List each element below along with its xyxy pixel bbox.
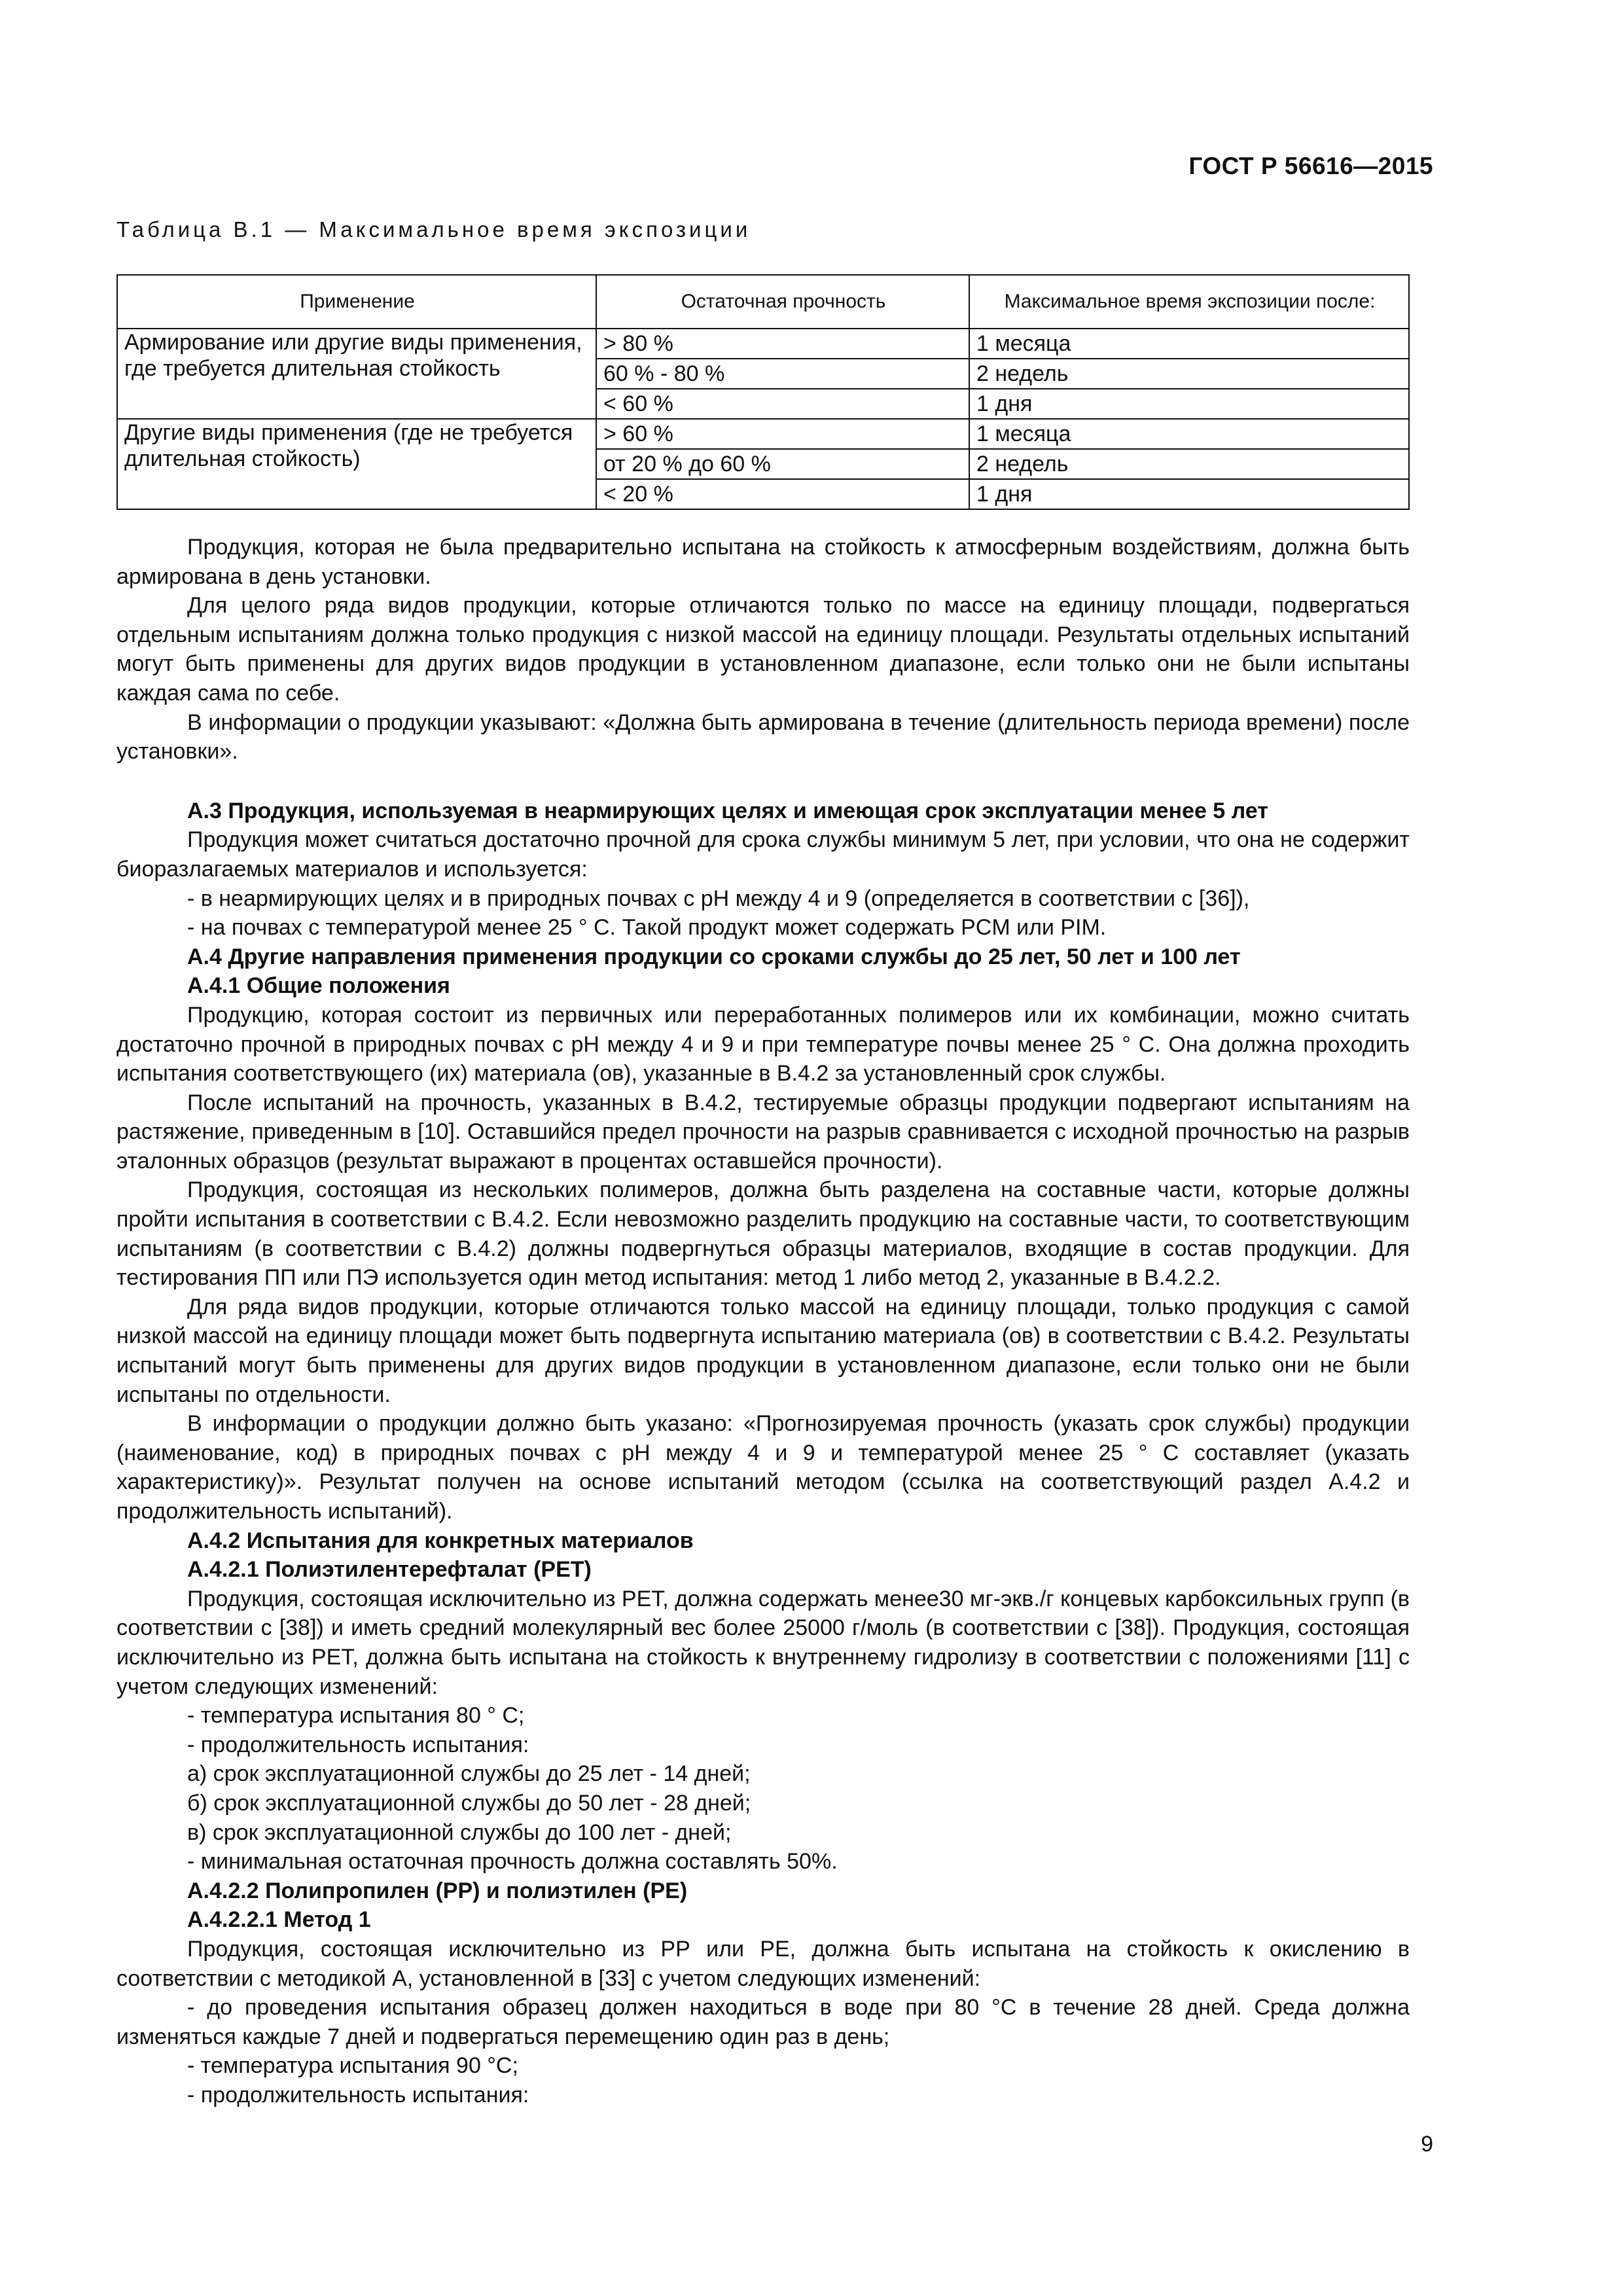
subsection-heading: А.4.2.2 Полипропилен (РР) и полиэтилен (РЕ) xyxy=(187,1878,688,1903)
list-item: - температура испытания 90 °С; xyxy=(187,2053,518,2079)
strength-cell: > 80 % xyxy=(596,329,969,359)
list-item: - температура испытания 80 ° С; xyxy=(187,1703,525,1729)
strength-cell: < 20 % xyxy=(596,479,969,509)
strength-cell: от 20 % до 60 % xyxy=(596,449,969,479)
paragraph: Продукция, состоящая исключительно из РЕТ, должна содержать менее30 мг-экв./г концевых карбоксильных групп (в соответствии с [38]) и иметь средний молекулярный вес более 25000 г/моль (в соответствии с [38]). Продукция, состоящая исключительно из РЕТ, должна быть испытана на стойкость к внутреннему гидролизу в соответствии с положениями [11] с учетом следующих изменений: xyxy=(116,1586,1410,1699)
header-max-exposure: Максимальное время экспозиции после: xyxy=(969,275,1409,329)
list-item: - до проведения испытания образец должен находиться в воде при 80 °С в течение 28 дней. Среда должна изменяться каждые 7 дней и подвергаться перемещению один раз в день; xyxy=(116,1995,1410,2049)
time-cell: 2 недель xyxy=(969,449,1409,479)
time-cell: 1 дня xyxy=(969,479,1409,509)
paragraph: Продукция, состоящая из нескольких полимеров, должна быть разделена на составные части, которые должны пройти испытания в соответствии с В.4.2. Если невозможно разделить продукцию на составные части, то соответствующим испытаниям (в соответствии с В.4.2) должны подвергнуться образцы материалов, входящие в состав продукции. Для тестирования ПП или ПЭ используется один метод испытания: метод 1 либо метод 2, указанные в В.4.2.2. xyxy=(116,1177,1410,1291)
document-header: ГОСТ Р 56616—2015 xyxy=(1188,152,1433,179)
list-item: - продолжительность испытания: xyxy=(187,2082,529,2108)
time-cell: 1 месяца xyxy=(969,419,1409,449)
table-row xyxy=(117,329,1409,359)
paragraph: В информации о продукции указывают: «Должна быть армирована в течение (длительность периода времени) после установки». xyxy=(116,709,1410,764)
list-item: б) срок эксплуатационной службы до 50 лет - 28 дней; xyxy=(187,1790,751,1816)
table-header-row xyxy=(117,275,1409,329)
section-heading: А.3 Продукция, используемая в неармирующих целях и имеющая срок эксплуатации менее 5 лет xyxy=(187,798,1268,823)
list-item: - минимальная остаточная прочность должна составлять 50%. xyxy=(187,1849,838,1874)
header-residual-strength: Остаточная прочность xyxy=(596,275,969,329)
strength-cell: < 60 % xyxy=(596,389,969,419)
page-number: 9 xyxy=(1421,2132,1433,2157)
section-heading: А.4 Другие направления применения продукции со сроками службы до 25 лет, 50 лет и 100 лет xyxy=(187,944,1241,969)
subsection-heading: А.4.2.1 Полиэтилентерефталат (РЕТ) xyxy=(187,1557,592,1583)
subsection-heading: А.4.2.2.1 Метод 1 xyxy=(187,1907,371,1933)
paragraph: Продукцию, которая состоит из первичных или переработанных полимеров или их комбинации, можно считать достаточно прочной в природных почвах с pH между 4 и 9 и при температуре почвы менее 25 ° С. Она должна проходить испытания соответствующего (их) материала (ов), указанные в В.4.2 за установленный срок службы. xyxy=(116,1002,1410,1086)
paragraph: Продукция, состоящая исключительно из РР или РЕ, должна быть испытана на стойкость к окислению в соответствии с методикой А, установленной в [33] с учетом следующих изменений: xyxy=(116,1936,1410,1991)
list-item: - продолжительность испытания: xyxy=(187,1732,529,1757)
list-item: - в неармирующих целях и в природных почвах с pH между 4 и 9 (определяется в соответствии с [36]), xyxy=(187,886,1250,911)
table-row xyxy=(117,419,1409,449)
list-item: а) срок эксплуатационной службы до 25 лет - 14 дней; xyxy=(187,1761,751,1787)
list-item: в) срок эксплуатационной службы до 100 лет - дней; xyxy=(187,1820,732,1845)
paragraph: После испытаний на прочность, указанных в В.4.2, тестируемые образцы продукции подвергают испытаниям на растяжение, приведенным в [10]. Оставшийся предел прочности на разрыв сравнивается с исходной прочностью на разрыв эталонных образцов (результат выражают в процентах оставшейся прочности). xyxy=(116,1090,1410,1174)
body-text xyxy=(116,533,1410,2109)
strength-cell: > 60 % xyxy=(596,419,969,449)
paragraph: В информации о продукции должно быть указано: «Прогнозируемая прочность (указать срок службы) продукции (наименование, код) в природных почвах с pH между 4 и 9 и температурой менее 25 ° С составляет (указать характеристику)». Результат получен на основе испытаний методом (ссылка на соответствующий раздел А.4.2 и продолжительность испытаний). xyxy=(116,1411,1410,1524)
exposure-table xyxy=(116,274,1410,510)
strength-cell: 60 % - 80 % xyxy=(596,359,969,389)
subsection-heading: А.4.1 Общие положения xyxy=(187,973,450,999)
time-cell: 1 дня xyxy=(969,389,1409,419)
time-cell: 2 недель xyxy=(969,359,1409,389)
list-item: - на почвах с температурой менее 25 ° С. Такой продукт может содержать PCM или PIM. xyxy=(187,915,1107,941)
paragraph: Для целого ряда видов продукции, которые отличаются только по массе на единицу площади, подвергаться отдельным испытаниям должна только продукция с низкой массой на единицу площади. Результаты отдельных испытаний могут быть применены для других видов продукции в установленном диапазоне, если только они не были испытаны каждая сама по себе. xyxy=(116,593,1410,706)
subsection-heading: А.4.2 Испытания для конкретных материалов xyxy=(187,1528,694,1553)
application-cell: Армирование или другие виды применения, где требуется длительная стойкость xyxy=(117,329,596,419)
paragraph: Для ряда видов продукции, которые отличаются только массой на единицу площади, только продукция с самой низкой массой на единицу площади может быть подвергнута испытанию материала (ов) в соответствии с В.4.2. Результаты испытаний могут быть применены для других видов продукции в установленном диапазоне, если только они не были испытаны по отдельности. xyxy=(116,1294,1410,1407)
table-caption: Таблица В.1 — Максимальное время экспозиции xyxy=(116,217,751,242)
paragraph: Продукция, которая не была предварительно испытана на стойкость к атмосферным воздействиям, должна быть армирована в день установки. xyxy=(116,535,1410,589)
application-cell: Другие виды применения (где не требуется длительная стойкость) xyxy=(117,419,596,509)
paragraph: Продукция может считаться достаточно прочной для срока службы минимум 5 лет, при условии, что она не содержит биоразлагаемых материалов и используется: xyxy=(116,827,1410,882)
time-cell: 1 месяца xyxy=(969,329,1409,359)
header-application: Применение xyxy=(117,275,596,329)
